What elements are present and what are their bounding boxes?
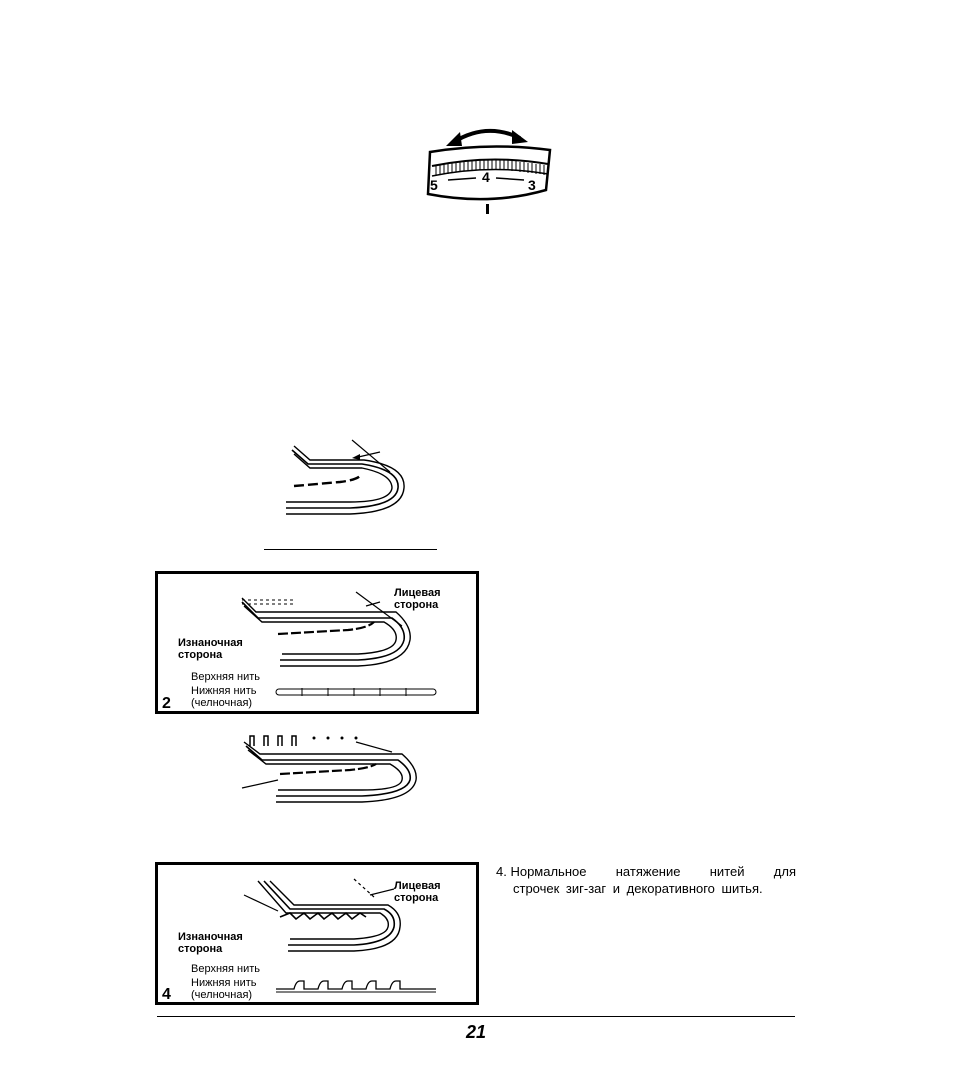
lower-thread-label: Нижняя нить (челночная) — [191, 977, 257, 1001]
fabric-fold-illustration-2 — [228, 582, 408, 672]
figure-number-4: 4 — [162, 986, 171, 1003]
upper-thread-label: Верхняя нить — [191, 671, 260, 683]
face-side-label: Лицевая сторона — [394, 587, 441, 611]
zigzag-stitch-pattern — [276, 979, 438, 993]
figure-4-frame — [155, 862, 479, 1005]
face-side-label: Лицевая сторона — [394, 880, 441, 904]
dial-number-5: 5 — [430, 177, 438, 193]
dial-indicator-mark — [486, 204, 489, 214]
figure-2-frame — [155, 571, 479, 714]
note-word: натяжение — [615, 864, 681, 879]
note-word: для — [773, 864, 796, 879]
dial-number-3: 3 — [528, 177, 536, 193]
note-word: 4. Нормальное — [496, 864, 587, 879]
lower-thread-label: Нижняя нить (челночная) — [191, 685, 257, 709]
fabric-fold-illustration-3 — [232, 732, 412, 807]
divider-line — [264, 549, 437, 550]
note-line-2: строчек зиг-заг и декоративного шитья. — [513, 881, 763, 896]
note-word: нитей — [709, 864, 745, 879]
page-number: 21 — [466, 1022, 487, 1042]
dial-number-4: 4 — [482, 169, 490, 185]
reverse-side-label: Изнаночная сторона — [178, 637, 243, 661]
dial-body-icon — [428, 146, 550, 199]
figure-number-2: 2 — [162, 695, 171, 712]
reverse-side-label: Изнаночная сторона — [178, 931, 243, 955]
tension-note — [496, 863, 796, 897]
footer-rule — [157, 1016, 795, 1017]
straight-stitch-pattern — [276, 688, 438, 698]
fabric-fold-illustration-1 — [280, 430, 410, 520]
tension-dial-illustration — [420, 120, 560, 220]
upper-thread-label: Верхняя нить — [191, 963, 260, 975]
double-arrow-icon — [446, 130, 528, 146]
